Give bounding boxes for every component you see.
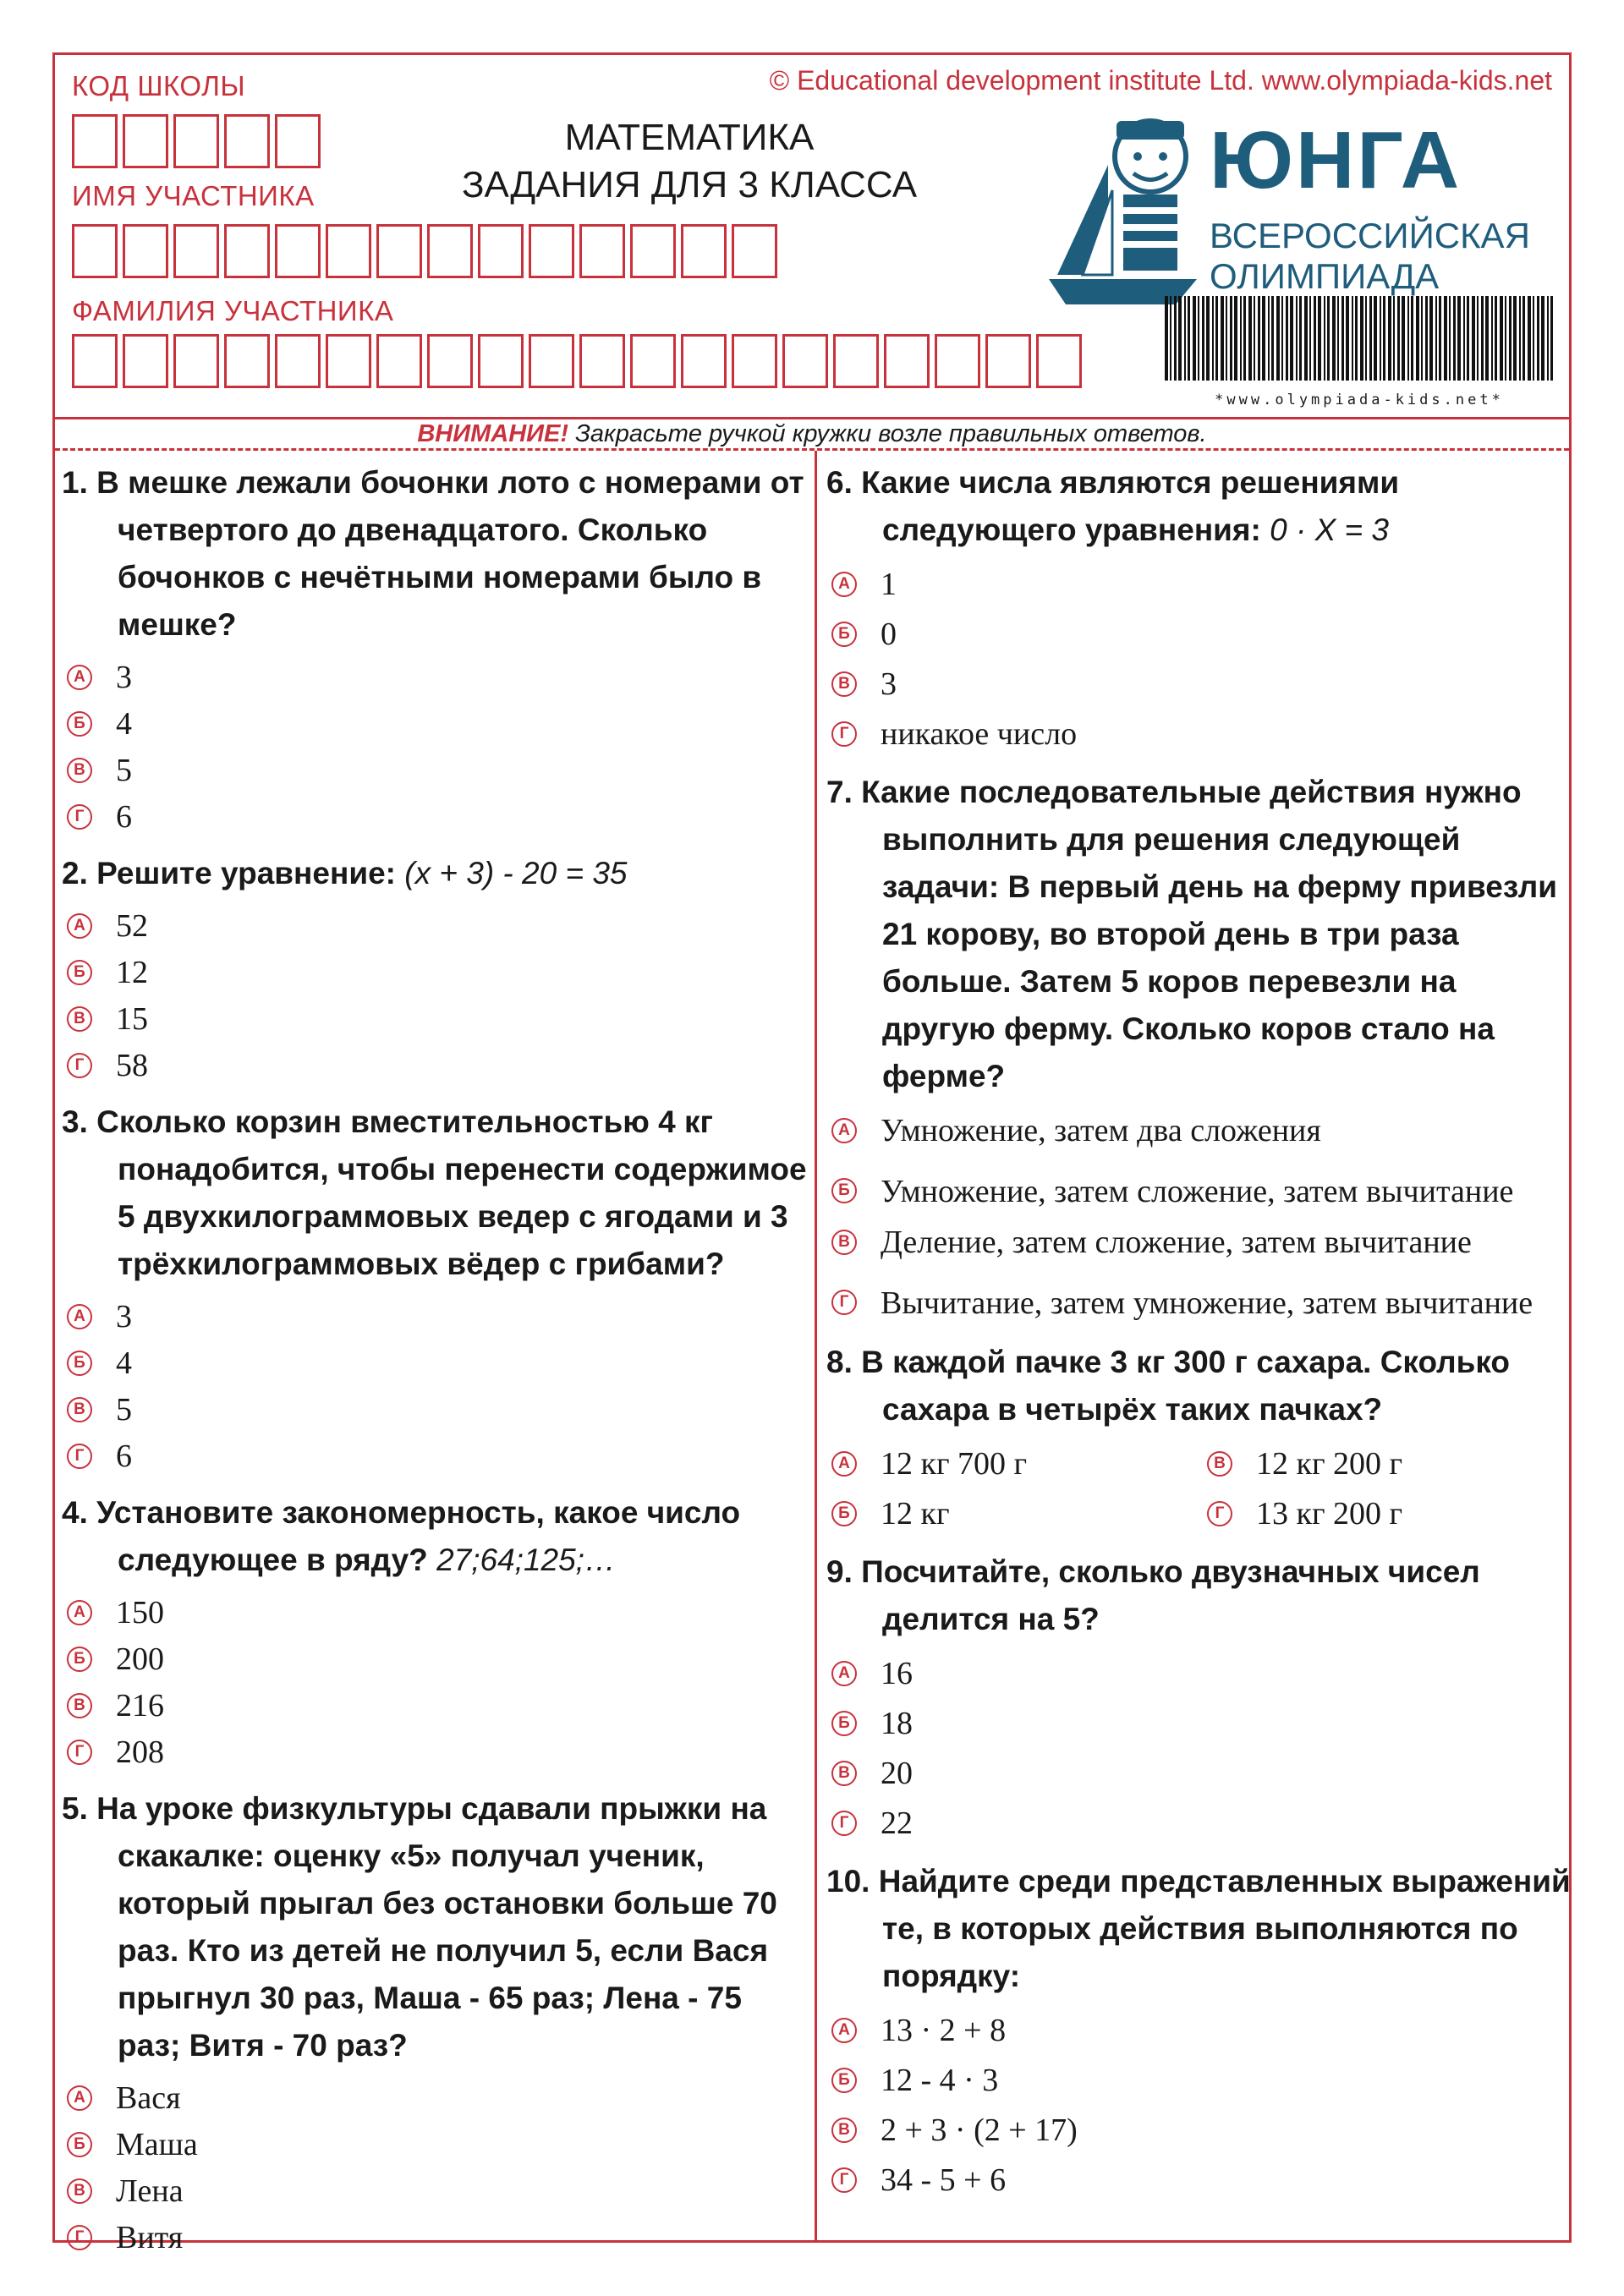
question-block [55, 850, 812, 1088]
subject-title [410, 114, 968, 209]
answer-text: 2 + 3 · (2 + 17) [881, 2112, 1078, 2148]
answer-text: Маша [116, 2126, 198, 2162]
question-body: На уроке физкультуры сдавали прыжки на скакалке: оценку «5» получал ученик, который прыгал без остановки больше 70 раз. Кто из детей не получил 5, если Вася прыгнул 30 раз, Маша - 65 раз; Лена - 75 раз; Витя - 70 раз? [96, 1791, 777, 2063]
question-block [55, 1099, 812, 1479]
question-text [58, 459, 812, 649]
logo-title: ЮНГА [1210, 115, 1462, 205]
question-block [820, 1548, 1571, 1848]
question-number: 4. [62, 1495, 88, 1530]
participant-surname-cell[interactable] [985, 334, 1031, 388]
answer-text: 15 [116, 1000, 148, 1037]
answer-bubble[interactable]: Г [67, 804, 92, 830]
answer-option[interactable] [55, 1636, 812, 1682]
answer-bubble[interactable]: Г [831, 1811, 857, 1836]
answer-text: 18 [881, 1705, 913, 1741]
question-number: 3. [62, 1104, 88, 1139]
answer-option[interactable] [1195, 1438, 1571, 1488]
answer-bubble[interactable]: Б [831, 1178, 857, 1203]
answer-bubble[interactable]: Б [831, 1501, 857, 1526]
school-code-cell[interactable] [123, 114, 168, 168]
participant-surname-cell[interactable] [478, 334, 524, 388]
answer-bubble[interactable]: В [831, 1230, 857, 1255]
answer-bubble[interactable]: В [831, 2118, 857, 2143]
school-code-cell[interactable] [173, 114, 219, 168]
answer-bubble[interactable]: В [831, 1761, 857, 1786]
answer-text: 3 [881, 666, 897, 702]
answer-text: 12 кг [881, 1495, 950, 1532]
answer-bubble[interactable]: Б [67, 1647, 92, 1672]
answer-text: 216 [116, 1687, 164, 1723]
answer-bubble[interactable]: Г [1207, 1501, 1232, 1526]
answer-bubble[interactable]: Б [67, 960, 92, 985]
answer-option[interactable] [820, 1105, 1571, 1155]
answer-text: 20 [881, 1755, 913, 1791]
question-block [55, 1785, 812, 2260]
answer-text: 150 [116, 1594, 164, 1630]
olympiad-logo [1049, 114, 1573, 326]
answer-bubble[interactable]: А [831, 572, 857, 597]
school-code-cell[interactable] [275, 114, 321, 168]
answer-bubble[interactable]: Г [67, 1053, 92, 1078]
question-number: 5. [62, 1791, 88, 1826]
participant-name-cell[interactable] [579, 224, 625, 278]
answer-text: 12 - 4 · 3 [881, 2062, 999, 2098]
answer-text: Витя [116, 2219, 184, 2255]
participant-surname-cell[interactable] [630, 334, 676, 388]
answer-option[interactable] [55, 1682, 812, 1729]
answer-sheet [52, 52, 1572, 2255]
answer-bubble[interactable]: Б [67, 1351, 92, 1376]
barcode-icon [1165, 296, 1554, 381]
question-block [820, 1858, 1571, 2205]
question-text [823, 1339, 1571, 1433]
answer-bubble[interactable]: Б [831, 622, 857, 647]
participant-surname-cell[interactable] [1036, 334, 1082, 388]
school-code-cell[interactable] [72, 114, 118, 168]
question-expression: 27;64;125;… [436, 1543, 616, 1577]
answer-option[interactable] [55, 2121, 812, 2167]
participant-surname-cell[interactable] [326, 334, 371, 388]
answer-option[interactable] [55, 1729, 812, 1775]
answer-option[interactable] [55, 2214, 812, 2260]
answer-bubble[interactable]: А [67, 665, 92, 690]
answer-text: 5 [116, 752, 132, 788]
answer-option[interactable] [820, 1798, 1571, 1848]
answer-text: Вася [116, 2080, 181, 2116]
participant-surname-cell[interactable] [376, 334, 422, 388]
answer-text: 13 · 2 + 8 [881, 2012, 1007, 2048]
participant-surname-cell[interactable] [123, 334, 168, 388]
answer-option[interactable] [55, 949, 812, 995]
participant-name-cell[interactable] [326, 224, 371, 278]
answer-option[interactable] [55, 654, 812, 700]
answer-bubble[interactable]: А [67, 913, 92, 939]
answer-bubble[interactable]: Г [831, 2167, 857, 2193]
barcode-caption: *www.olympiada-kids.net* [1215, 392, 1504, 408]
answer-text: 13 кг 200 г [1256, 1495, 1403, 1532]
answer-bubble[interactable]: Г [67, 2225, 92, 2250]
participant-name-cell[interactable] [427, 224, 473, 278]
participant-surname-cell[interactable] [884, 334, 930, 388]
question-text [823, 1548, 1571, 1643]
logo-subtitle: ОЛИМПИАДА [1210, 256, 1440, 296]
participant-surname-cell[interactable] [173, 334, 219, 388]
question-block [820, 459, 1571, 759]
attention-notice [55, 417, 1569, 451]
answer-text: 22 [881, 1805, 913, 1841]
question-block [820, 1339, 1571, 1538]
answer-bubble[interactable]: В [67, 758, 92, 783]
answer-text: 3 [116, 1298, 132, 1334]
answer-bubble[interactable]: А [831, 2018, 857, 2043]
answer-bubble[interactable]: В [67, 1693, 92, 1718]
answer-option[interactable] [820, 559, 1571, 609]
answer-option[interactable] [820, 709, 1571, 759]
answer-bubble[interactable]: А [831, 1661, 857, 1686]
question-number: 7. [826, 775, 853, 809]
answer-text: Умножение, затем сложение, затем вычитание [881, 1174, 1514, 1209]
participant-surname-cell[interactable] [732, 334, 777, 388]
question-number: 2. [62, 856, 88, 890]
answer-bubble[interactable]: Б [831, 2068, 857, 2093]
question-body: В мешке лежали бочонки лото с номерами от четвертого до двенадцатого. Сколько бочонков с нечётными номерами было в мешке? [96, 465, 804, 642]
participant-surname-cell[interactable] [224, 334, 270, 388]
answer-option[interactable] [55, 1386, 812, 1433]
question-block [55, 1489, 812, 1775]
answer-text: 12 [116, 954, 148, 990]
participant-name-cell[interactable] [681, 224, 727, 278]
question-body: Сколько корзин вместительностью 4 кг понадобится, чтобы перенести содержимое 5 двухкилограммовых ведер с ягодами и 3 трёхкилограммовых вёдер с грибами? [96, 1104, 807, 1281]
answer-option[interactable] [55, 747, 812, 793]
answer-bubble[interactable]: Г [67, 1444, 92, 1469]
participant-surname-cell[interactable] [681, 334, 727, 388]
question-number: 10. [826, 1864, 870, 1899]
answer-bubble[interactable]: Г [831, 1290, 857, 1315]
answer-text: 12 кг 200 г [1256, 1445, 1403, 1482]
question-number: 8. [826, 1345, 853, 1379]
attention-text: Закрасьте ручкой кружки возле правильных ответов. [568, 420, 1207, 447]
answer-bubble[interactable]: В [67, 1397, 92, 1422]
answer-text: 6 [116, 798, 132, 835]
answer-text: 4 [116, 1345, 132, 1381]
answer-option[interactable] [55, 2167, 812, 2214]
question-number: 6. [826, 465, 853, 500]
question-body: Посчитайте, сколько двузначных чисел делится на 5? [861, 1554, 1480, 1636]
participant-name-cell[interactable] [275, 224, 321, 278]
question-text [58, 1785, 812, 2069]
answer-option[interactable] [55, 2074, 812, 2121]
grade-title: ЗАДАНИЯ ДЛЯ 3 КЛАССА [461, 164, 918, 205]
participant-surname-cell[interactable] [782, 334, 828, 388]
answer-option[interactable] [820, 1267, 1571, 1329]
answer-text: 3 [116, 659, 132, 695]
question-body: Какие последовательные действия нужно выполнить для решения следующей задачи: В первый день на ферму привезли 21 корову, во второй день в три раза больше. Затем 5 коров перевезли на другую ферму. Сколько коров стало на ферме? [861, 775, 1557, 1093]
answer-text: Вычитание, затем умножение, затем вычитание [881, 1285, 1533, 1321]
school-code-cell[interactable] [224, 114, 270, 168]
question-expression: 0 · X = 3 [1270, 512, 1390, 547]
question-text [823, 459, 1571, 554]
participant-name-cell[interactable] [123, 224, 168, 278]
participant-surname-cell[interactable] [275, 334, 321, 388]
answer-option[interactable] [55, 902, 812, 949]
answer-option[interactable] [1195, 1488, 1571, 1538]
question-body: Установите закономерность, какое число следующее в ряду? [96, 1495, 741, 1577]
answer-bubble[interactable]: Г [831, 721, 857, 747]
answer-option[interactable] [55, 1042, 812, 1088]
answer-option[interactable] [55, 700, 812, 747]
participant-name-cell[interactable] [173, 224, 219, 278]
answer-text: никакое число [881, 715, 1078, 752]
participant-name-boxes[interactable] [72, 224, 777, 278]
question-block [820, 769, 1571, 1329]
attention-warning: ВНИМАНИЕ! [417, 420, 569, 447]
participant-name-cell[interactable] [376, 224, 422, 278]
answer-option[interactable] [820, 1438, 1195, 1488]
participant-name-cell[interactable] [224, 224, 270, 278]
question-expression: (x + 3) - 20 = 35 [404, 856, 628, 890]
answer-bubble[interactable]: Б [67, 2132, 92, 2157]
answer-bubble[interactable]: А [831, 1451, 857, 1477]
answer-option[interactable] [820, 609, 1571, 659]
answer-bubble[interactable]: Б [67, 711, 92, 737]
answer-bubble[interactable]: А [831, 1118, 857, 1143]
participant-surname-cell[interactable] [529, 334, 574, 388]
logo-subtitle: ВСЕРОССИЙСКАЯ [1210, 216, 1530, 255]
participant-surname-boxes[interactable] [72, 334, 1082, 388]
answer-bubble[interactable]: А [67, 1600, 92, 1625]
answer-text: Деление, затем сложение, затем вычитание [881, 1224, 1472, 1260]
answer-option[interactable] [55, 1293, 812, 1340]
question-number: 1. [62, 465, 88, 500]
questions-left-column [55, 459, 812, 2271]
school-code-boxes[interactable] [72, 114, 321, 168]
question-number: 9. [826, 1554, 853, 1589]
sailor-boat-icon [1049, 114, 1218, 326]
answer-option[interactable] [820, 1488, 1195, 1538]
answer-bubble[interactable]: А [67, 1304, 92, 1329]
answer-text: Умножение, затем два сложения [881, 1112, 1321, 1148]
question-text [58, 850, 812, 897]
answer-text: 16 [881, 1655, 913, 1691]
answer-text: 52 [116, 907, 148, 944]
answer-option[interactable] [820, 1648, 1571, 1698]
question-body: Какие числа являются решениями следующего уравнения: [861, 465, 1400, 547]
answer-text: 0 [881, 616, 897, 652]
participant-name-cell[interactable] [478, 224, 524, 278]
question-text [58, 1489, 812, 1584]
participant-name-cell[interactable] [72, 224, 118, 278]
answer-bubble[interactable]: В [67, 1006, 92, 1032]
answer-bubble[interactable]: Г [67, 1740, 92, 1765]
participant-name-cell[interactable] [732, 224, 777, 278]
answer-option[interactable] [55, 1589, 812, 1636]
answer-text: 58 [116, 1047, 148, 1083]
participant-surname-cell[interactable] [935, 334, 980, 388]
participant-name-cell[interactable] [529, 224, 574, 278]
column-divider [815, 451, 817, 2243]
participant-surname-cell[interactable] [833, 334, 879, 388]
school-code-label: КОД ШКОЛЫ [72, 70, 246, 101]
answer-option[interactable] [55, 995, 812, 1042]
question-body: В каждой пачке 3 кг 300 г сахара. Сколько сахара в четырёх таких пачках? [861, 1345, 1511, 1427]
copyright-text: © Educational development institute Ltd. www.olympiada-kids.net [769, 65, 1552, 96]
participant-surname-label: ФАМИЛИЯ УЧАСТНИКА [72, 295, 394, 326]
answer-bubble[interactable]: Б [831, 1711, 857, 1736]
answer-text: 12 кг 700 г [881, 1445, 1028, 1482]
answer-grid [820, 1438, 1571, 1538]
participant-name-cell[interactable] [630, 224, 676, 278]
answer-bubble[interactable]: В [1207, 1451, 1232, 1477]
questions-right-column [820, 459, 1571, 2215]
sheet-header [55, 55, 1569, 417]
answer-option[interactable] [55, 1340, 812, 1386]
question-text [823, 1858, 1571, 2000]
answer-bubble[interactable]: В [67, 2178, 92, 2204]
question-body: Решите уравнение: [96, 856, 405, 890]
subject-name: МАТЕМАТИКА [564, 117, 815, 158]
answer-option[interactable] [820, 1698, 1571, 1748]
answer-option[interactable] [820, 1155, 1571, 1217]
participant-name-label: ИМЯ УЧАСТНИКА [72, 180, 315, 211]
participant-surname-cell[interactable] [72, 334, 118, 388]
answer-text: Лена [116, 2173, 184, 2209]
answer-text: 5 [116, 1391, 132, 1427]
answer-option[interactable] [820, 1748, 1571, 1798]
answer-bubble[interactable]: А [67, 2085, 92, 2111]
answer-text: 6 [116, 1438, 132, 1474]
participant-surname-cell[interactable] [427, 334, 473, 388]
answer-option[interactable] [820, 1217, 1571, 1267]
answer-option[interactable] [820, 2055, 1571, 2105]
answer-text: 4 [116, 705, 132, 742]
question-text [823, 769, 1571, 1100]
answer-bubble[interactable]: В [831, 671, 857, 697]
answer-option[interactable] [55, 793, 812, 840]
answer-option[interactable] [55, 1433, 812, 1479]
question-body: Найдите среди представленных выражений те, в которых действия выполняются по порядку: [878, 1864, 1571, 1993]
answer-option[interactable] [820, 2105, 1571, 2155]
question-text [58, 1099, 812, 1288]
participant-surname-cell[interactable] [579, 334, 625, 388]
answer-option[interactable] [820, 2155, 1571, 2205]
answer-option[interactable] [820, 659, 1571, 709]
answer-text: 208 [116, 1734, 164, 1770]
answer-text: 200 [116, 1641, 164, 1677]
answer-text: 1 [881, 566, 897, 602]
answer-option[interactable] [820, 2005, 1571, 2055]
answer-text: 34 - 5 + 6 [881, 2162, 1007, 2198]
question-block [55, 459, 812, 840]
